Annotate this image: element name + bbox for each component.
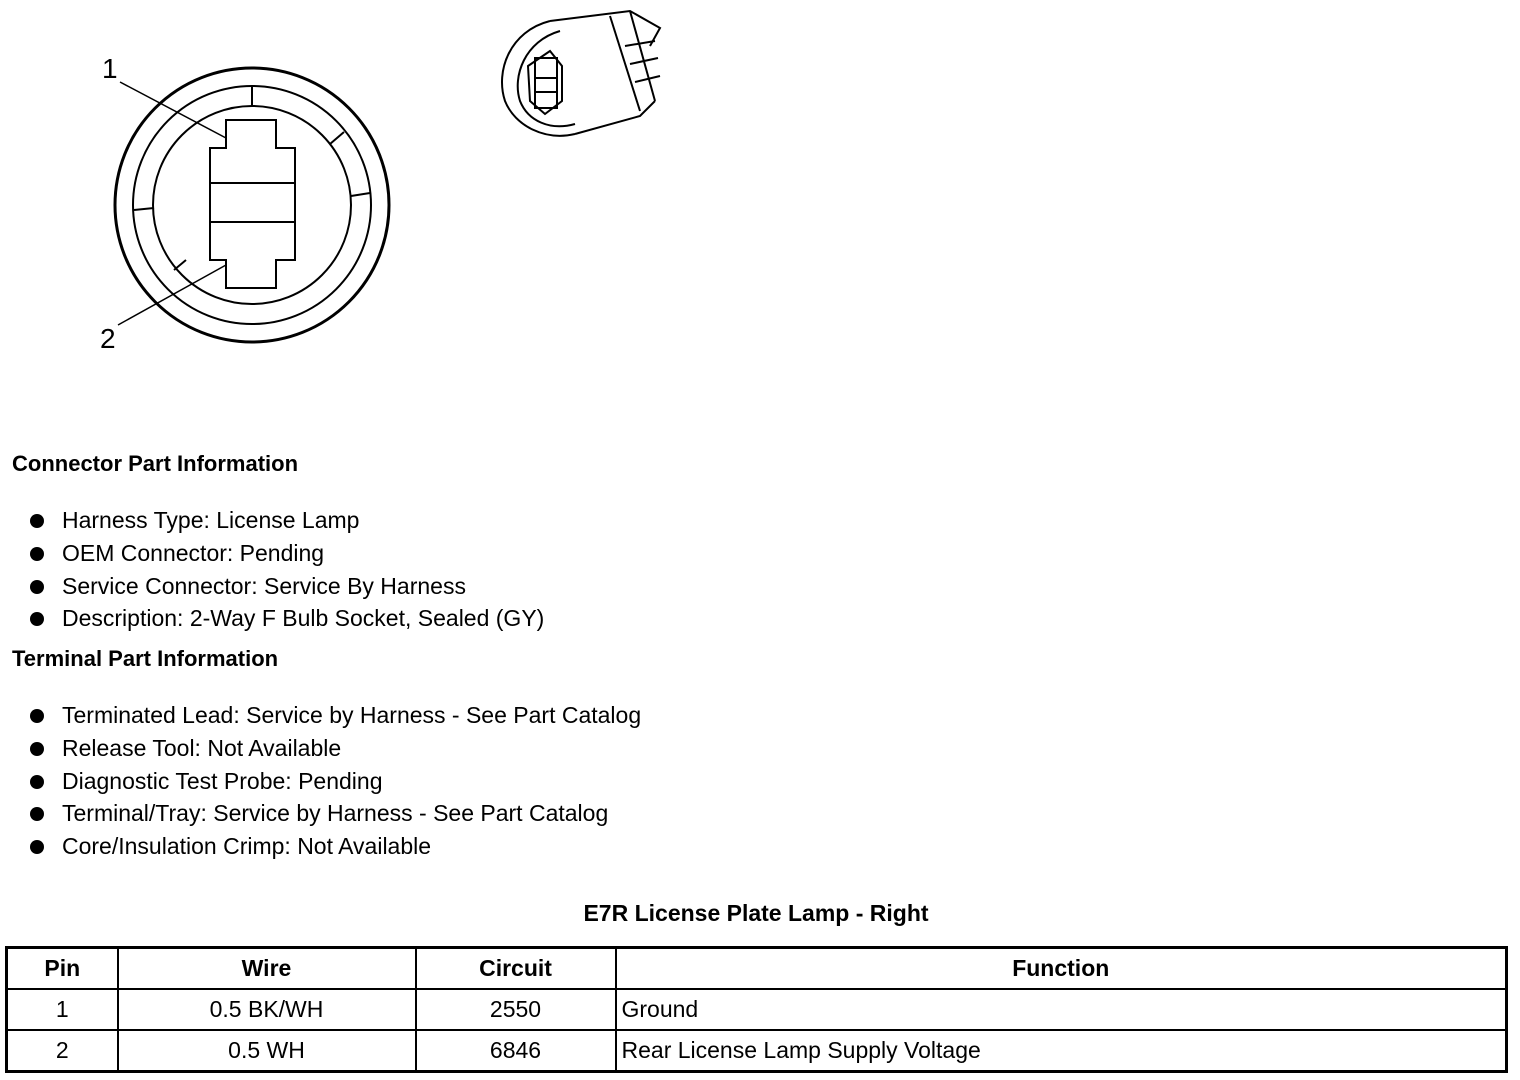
header-function: Function: [616, 948, 1507, 990]
list-item: Release Tool: Not Available: [30, 732, 641, 765]
header-circuit: Circuit: [416, 948, 616, 990]
cell-function: Rear License Lamp Supply Voltage: [616, 1030, 1507, 1072]
connector-face-diagram: [90, 40, 410, 360]
bullet-icon: [30, 612, 44, 626]
list-item: Service Connector: Service By Harness: [30, 570, 544, 603]
list-item: OEM Connector: Pending: [30, 537, 544, 570]
list-item: Core/Insulation Crimp: Not Available: [30, 830, 641, 863]
list-item: Terminal/Tray: Service by Harness - See Part Catalog: [30, 797, 641, 830]
list-item: Description: 2-Way F Bulb Socket, Sealed (GY): [30, 602, 544, 635]
cell-pin: 1: [7, 989, 118, 1030]
connector-info-heading: Connector Part Information: [12, 451, 299, 476]
list-item: Diagnostic Test Probe: Pending: [30, 765, 641, 798]
list-item: Harness Type: License Lamp: [30, 504, 544, 537]
cell-wire: 0.5 BK/WH: [118, 989, 416, 1030]
cell-wire: 0.5 WH: [118, 1030, 416, 1072]
list-item: Terminated Lead: Service by Harness - See Part Catalog: [30, 699, 641, 732]
header-pin: Pin: [7, 948, 118, 990]
connector-info-list: [30, 504, 544, 635]
terminal-info-heading: Terminal Part Information: [12, 646, 279, 671]
bullet-icon: [30, 840, 44, 854]
bullet-icon: [30, 709, 44, 723]
bullet-icon: [30, 807, 44, 821]
cell-pin: 2: [7, 1030, 118, 1072]
bullet-icon: [30, 775, 44, 789]
bullet-icon: [30, 742, 44, 756]
pin-table: [5, 946, 1508, 1073]
cell-circuit: 2550: [416, 989, 616, 1030]
bullet-icon: [30, 580, 44, 594]
bulb-socket-illustration: [490, 6, 670, 146]
table-row: [7, 989, 1507, 1030]
terminal-info-list: [30, 699, 641, 863]
table-row: [7, 1030, 1507, 1072]
bullet-icon: [30, 514, 44, 528]
header-wire: Wire: [118, 948, 416, 990]
pin-label-2: 2: [100, 323, 116, 354]
table-header-row: [7, 948, 1507, 990]
table-title: E7R License Plate Lamp - Right: [583, 900, 929, 926]
cell-function: Ground: [616, 989, 1507, 1030]
pin-label-1: 1: [102, 53, 118, 84]
cell-circuit: 6846: [416, 1030, 616, 1072]
bullet-icon: [30, 547, 44, 561]
